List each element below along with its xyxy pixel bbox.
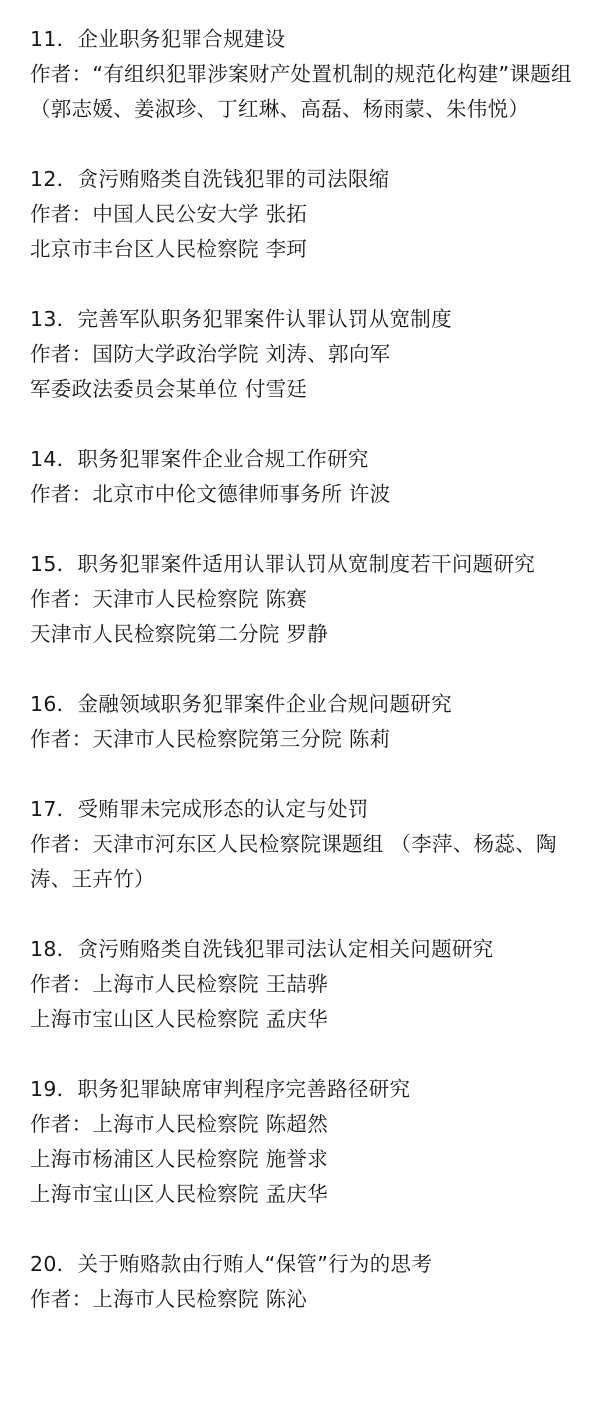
entry-author-line: 作者：国防大学政治学院 刘涛、郭向军 — [30, 342, 391, 366]
entry-title: 15．职务犯罪案件适用认罪认罚从宽制度若干问题研究 — [30, 552, 536, 576]
entry-author-line: 作者：上海市人民检察院 王喆骅 — [30, 972, 329, 996]
entry-author-line: 天津市人民检察院第二分院 罗静 — [30, 622, 329, 646]
entry-author-line: 作者：上海市人民检察院 陈超然 — [30, 1112, 329, 1136]
entry-title: 17．受贿罪未完成形态的认定与处罚 — [30, 797, 369, 821]
entry-16 — [30, 687, 575, 757]
entry-author-line: （郭志媛、姜淑珍、丁红琳、高磊、杨雨蒙、朱伟悦） — [30, 97, 530, 121]
entry-12 — [30, 162, 575, 267]
entry-title: 20．关于贿赂款由行贿人“保管”行为的思考 — [30, 1252, 433, 1276]
entry-19 — [30, 1072, 575, 1212]
entry-author-line: 上海市宝山区人民检察院 孟庆华 — [30, 1007, 329, 1031]
entry-author-line: 作者：天津市人民检察院第三分院 陈莉 — [30, 727, 391, 751]
entry-20 — [30, 1247, 575, 1317]
entry-15 — [30, 547, 575, 652]
entry-author-line: 军委政法委员会某单位 付雪廷 — [30, 377, 308, 401]
entry-title: 12．贪污贿赂类自洗钱犯罪的司法限缩 — [30, 167, 390, 191]
entry-11 — [30, 22, 575, 127]
entry-author-line: 上海市宝山区人民检察院 孟庆华 — [30, 1182, 329, 1206]
entry-title: 16．金融领域职务犯罪案件企业合规问题研究 — [30, 692, 452, 716]
entry-title: 19．职务犯罪缺席审判程序完善路径研究 — [30, 1077, 411, 1101]
entry-author-line: 作者：天津市河东区人民检察院课题组 （李萍、杨蕊、陶涛、王卉竹） — [30, 832, 557, 891]
entry-18 — [30, 932, 575, 1037]
document-body — [30, 22, 575, 1352]
entry-14 — [30, 442, 575, 512]
entry-17 — [30, 792, 575, 897]
entry-title: 11．企业职务犯罪合规建设 — [30, 27, 286, 51]
entry-author-line: 上海市杨浦区人民检察院 施誉求 — [30, 1147, 329, 1171]
entry-author-line: 北京市丰台区人民检察院 李珂 — [30, 237, 308, 261]
entry-author-line: 作者：北京市中伦文德律师事务所 许波 — [30, 482, 391, 506]
entry-title: 18．贪污贿赂类自洗钱犯罪司法认定相关问题研究 — [30, 937, 494, 961]
entry-title: 14．职务犯罪案件企业合规工作研究 — [30, 447, 369, 471]
entry-13 — [30, 302, 575, 407]
entry-author-line: 作者：“有组织犯罪涉案财产处置机制的规范化构建”课题组 — [30, 62, 572, 86]
entry-author-line: 作者：上海市人民检察院 陈沁 — [30, 1287, 308, 1311]
entry-author-line: 作者：天津市人民检察院 陈赛 — [30, 587, 308, 611]
entry-title: 13．完善军队职务犯罪案件认罪认罚从宽制度 — [30, 307, 452, 331]
entry-author-line: 作者：中国人民公安大学 张拓 — [30, 202, 308, 226]
